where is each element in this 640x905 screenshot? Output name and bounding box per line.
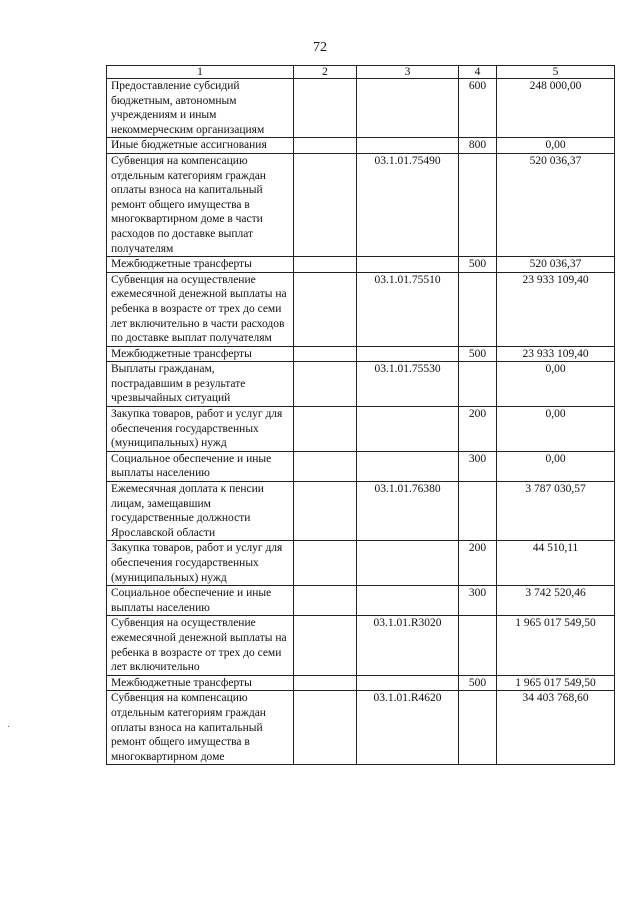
expense-type-code bbox=[459, 616, 497, 675]
column-header-2: 2 bbox=[294, 66, 357, 79]
target-article-code bbox=[357, 407, 459, 452]
column-2-cell bbox=[294, 675, 357, 691]
expense-type-code: 600 bbox=[459, 79, 497, 138]
item-name: Закупка товаров, работ и услуг для обеспечения государственных (муниципальных) нужд bbox=[107, 407, 294, 452]
item-name: Межбюджетные трансферты bbox=[107, 675, 294, 691]
target-article-code bbox=[357, 257, 459, 273]
item-name: Субвенция на осуществление ежемесячной денежной выплаты на ребенка в возрасте от трех до семи лет включительно bbox=[107, 616, 294, 675]
item-name: Социальное обеспечение и иные выплаты населению bbox=[107, 451, 294, 481]
expense-type-code: 500 bbox=[459, 346, 497, 362]
table-row bbox=[107, 541, 615, 586]
item-name: Выплаты гражданам, пострадавшим в результате чрезвычайных ситуаций bbox=[107, 362, 294, 407]
table-row bbox=[107, 586, 615, 616]
amount: 3 787 030,57 bbox=[497, 482, 615, 541]
item-name: Субвенция на компенсацию отдельным категориям граждан оплаты взноса на капитальный ремонт общего имущества в многоквартирном доме bbox=[107, 691, 294, 765]
target-article-code: 03.1.01.75530 bbox=[357, 362, 459, 407]
expense-type-code: 300 bbox=[459, 451, 497, 481]
amount: 34 403 768,60 bbox=[497, 691, 615, 765]
column-header-5: 5 bbox=[497, 66, 615, 79]
item-name: Иные бюджетные ассигнования bbox=[107, 138, 294, 154]
column-header-4: 4 bbox=[459, 66, 497, 79]
amount: 1 965 017 549,50 bbox=[497, 616, 615, 675]
amount: 0,00 bbox=[497, 451, 615, 481]
table-row bbox=[107, 407, 615, 452]
column-2-cell bbox=[294, 346, 357, 362]
table-row bbox=[107, 675, 615, 691]
amount: 0,00 bbox=[497, 138, 615, 154]
expense-type-code: 200 bbox=[459, 407, 497, 452]
amount: 3 742 520,46 bbox=[497, 586, 615, 616]
budget-table bbox=[106, 65, 615, 765]
target-article-code: 03.1.01.R3020 bbox=[357, 616, 459, 675]
item-name: Закупка товаров, работ и услуг для обеспечения государственных (муниципальных) нужд bbox=[107, 541, 294, 586]
amount: 0,00 bbox=[497, 362, 615, 407]
expense-type-code bbox=[459, 691, 497, 765]
table-row bbox=[107, 153, 615, 256]
column-2-cell bbox=[294, 272, 357, 346]
item-name: Ежемесячная доплата к пенсии лицам, замещавшим государственные должности Ярославской области bbox=[107, 482, 294, 541]
target-article-code: 03.1.01.R4620 bbox=[357, 691, 459, 765]
column-2-cell bbox=[294, 153, 357, 256]
table-row bbox=[107, 138, 615, 154]
table-row bbox=[107, 482, 615, 541]
table-row bbox=[107, 616, 615, 675]
expense-type-code bbox=[459, 482, 497, 541]
expense-type-code: 500 bbox=[459, 257, 497, 273]
amount: 248 000,00 bbox=[497, 79, 615, 138]
column-2-cell bbox=[294, 407, 357, 452]
header-row bbox=[107, 66, 615, 79]
target-article-code: 03.1.01.75490 bbox=[357, 153, 459, 256]
target-article-code bbox=[357, 451, 459, 481]
column-2-cell bbox=[294, 257, 357, 273]
amount: 520 036,37 bbox=[497, 153, 615, 256]
target-article-code bbox=[357, 675, 459, 691]
expense-type-code bbox=[459, 272, 497, 346]
amount: 44 510,11 bbox=[497, 541, 615, 586]
column-2-cell bbox=[294, 138, 357, 154]
item-name: Социальное обеспечение и иные выплаты населению bbox=[107, 586, 294, 616]
target-article-code: 03.1.01.76380 bbox=[357, 482, 459, 541]
column-2-cell bbox=[294, 586, 357, 616]
table-row bbox=[107, 451, 615, 481]
target-article-code bbox=[357, 541, 459, 586]
column-2-cell bbox=[294, 451, 357, 481]
amount: 23 933 109,40 bbox=[497, 272, 615, 346]
column-2-cell bbox=[294, 482, 357, 541]
column-header-1: 1 bbox=[107, 66, 294, 79]
table-row bbox=[107, 362, 615, 407]
target-article-code bbox=[357, 346, 459, 362]
target-article-code bbox=[357, 586, 459, 616]
item-name: Субвенция на осуществление ежемесячной денежной выплаты на ребенка в возрасте от трех до семи лет включительно в части расходов по доставке выплат получателям bbox=[107, 272, 294, 346]
target-article-code bbox=[357, 138, 459, 154]
table-row bbox=[107, 79, 615, 138]
column-2-cell bbox=[294, 691, 357, 765]
target-article-code: 03.1.01.75510 bbox=[357, 272, 459, 346]
margin-mark: · bbox=[7, 722, 11, 733]
amount: 23 933 109,40 bbox=[497, 346, 615, 362]
item-name: Субвенция на компенсацию отдельным категориям граждан оплаты взноса на капитальный ремонт общего имущества в многоквартирном доме в части расходов по доставке выплат получателям bbox=[107, 153, 294, 256]
column-2-cell bbox=[294, 541, 357, 586]
item-name: Межбюджетные трансферты bbox=[107, 257, 294, 273]
table-row bbox=[107, 346, 615, 362]
expense-type-code bbox=[459, 362, 497, 407]
amount: 1 965 017 549,50 bbox=[497, 675, 615, 691]
column-2-cell bbox=[294, 79, 357, 138]
amount: 520 036,37 bbox=[497, 257, 615, 273]
page-number: 72 bbox=[313, 40, 327, 55]
expense-type-code bbox=[459, 153, 497, 256]
expense-type-code: 800 bbox=[459, 138, 497, 154]
expense-type-code: 500 bbox=[459, 675, 497, 691]
column-2-cell bbox=[294, 362, 357, 407]
item-name: Межбюджетные трансферты bbox=[107, 346, 294, 362]
expense-type-code: 200 bbox=[459, 541, 497, 586]
table-row bbox=[107, 272, 615, 346]
table-row bbox=[107, 691, 615, 765]
target-article-code bbox=[357, 79, 459, 138]
amount: 0,00 bbox=[497, 407, 615, 452]
item-name: Предоставление субсидий бюджетным, автономным учреждениям и иным некоммерческим организациям bbox=[107, 79, 294, 138]
column-header-3: 3 bbox=[357, 66, 459, 79]
expense-type-code: 300 bbox=[459, 586, 497, 616]
table-row bbox=[107, 257, 615, 273]
column-2-cell bbox=[294, 616, 357, 675]
